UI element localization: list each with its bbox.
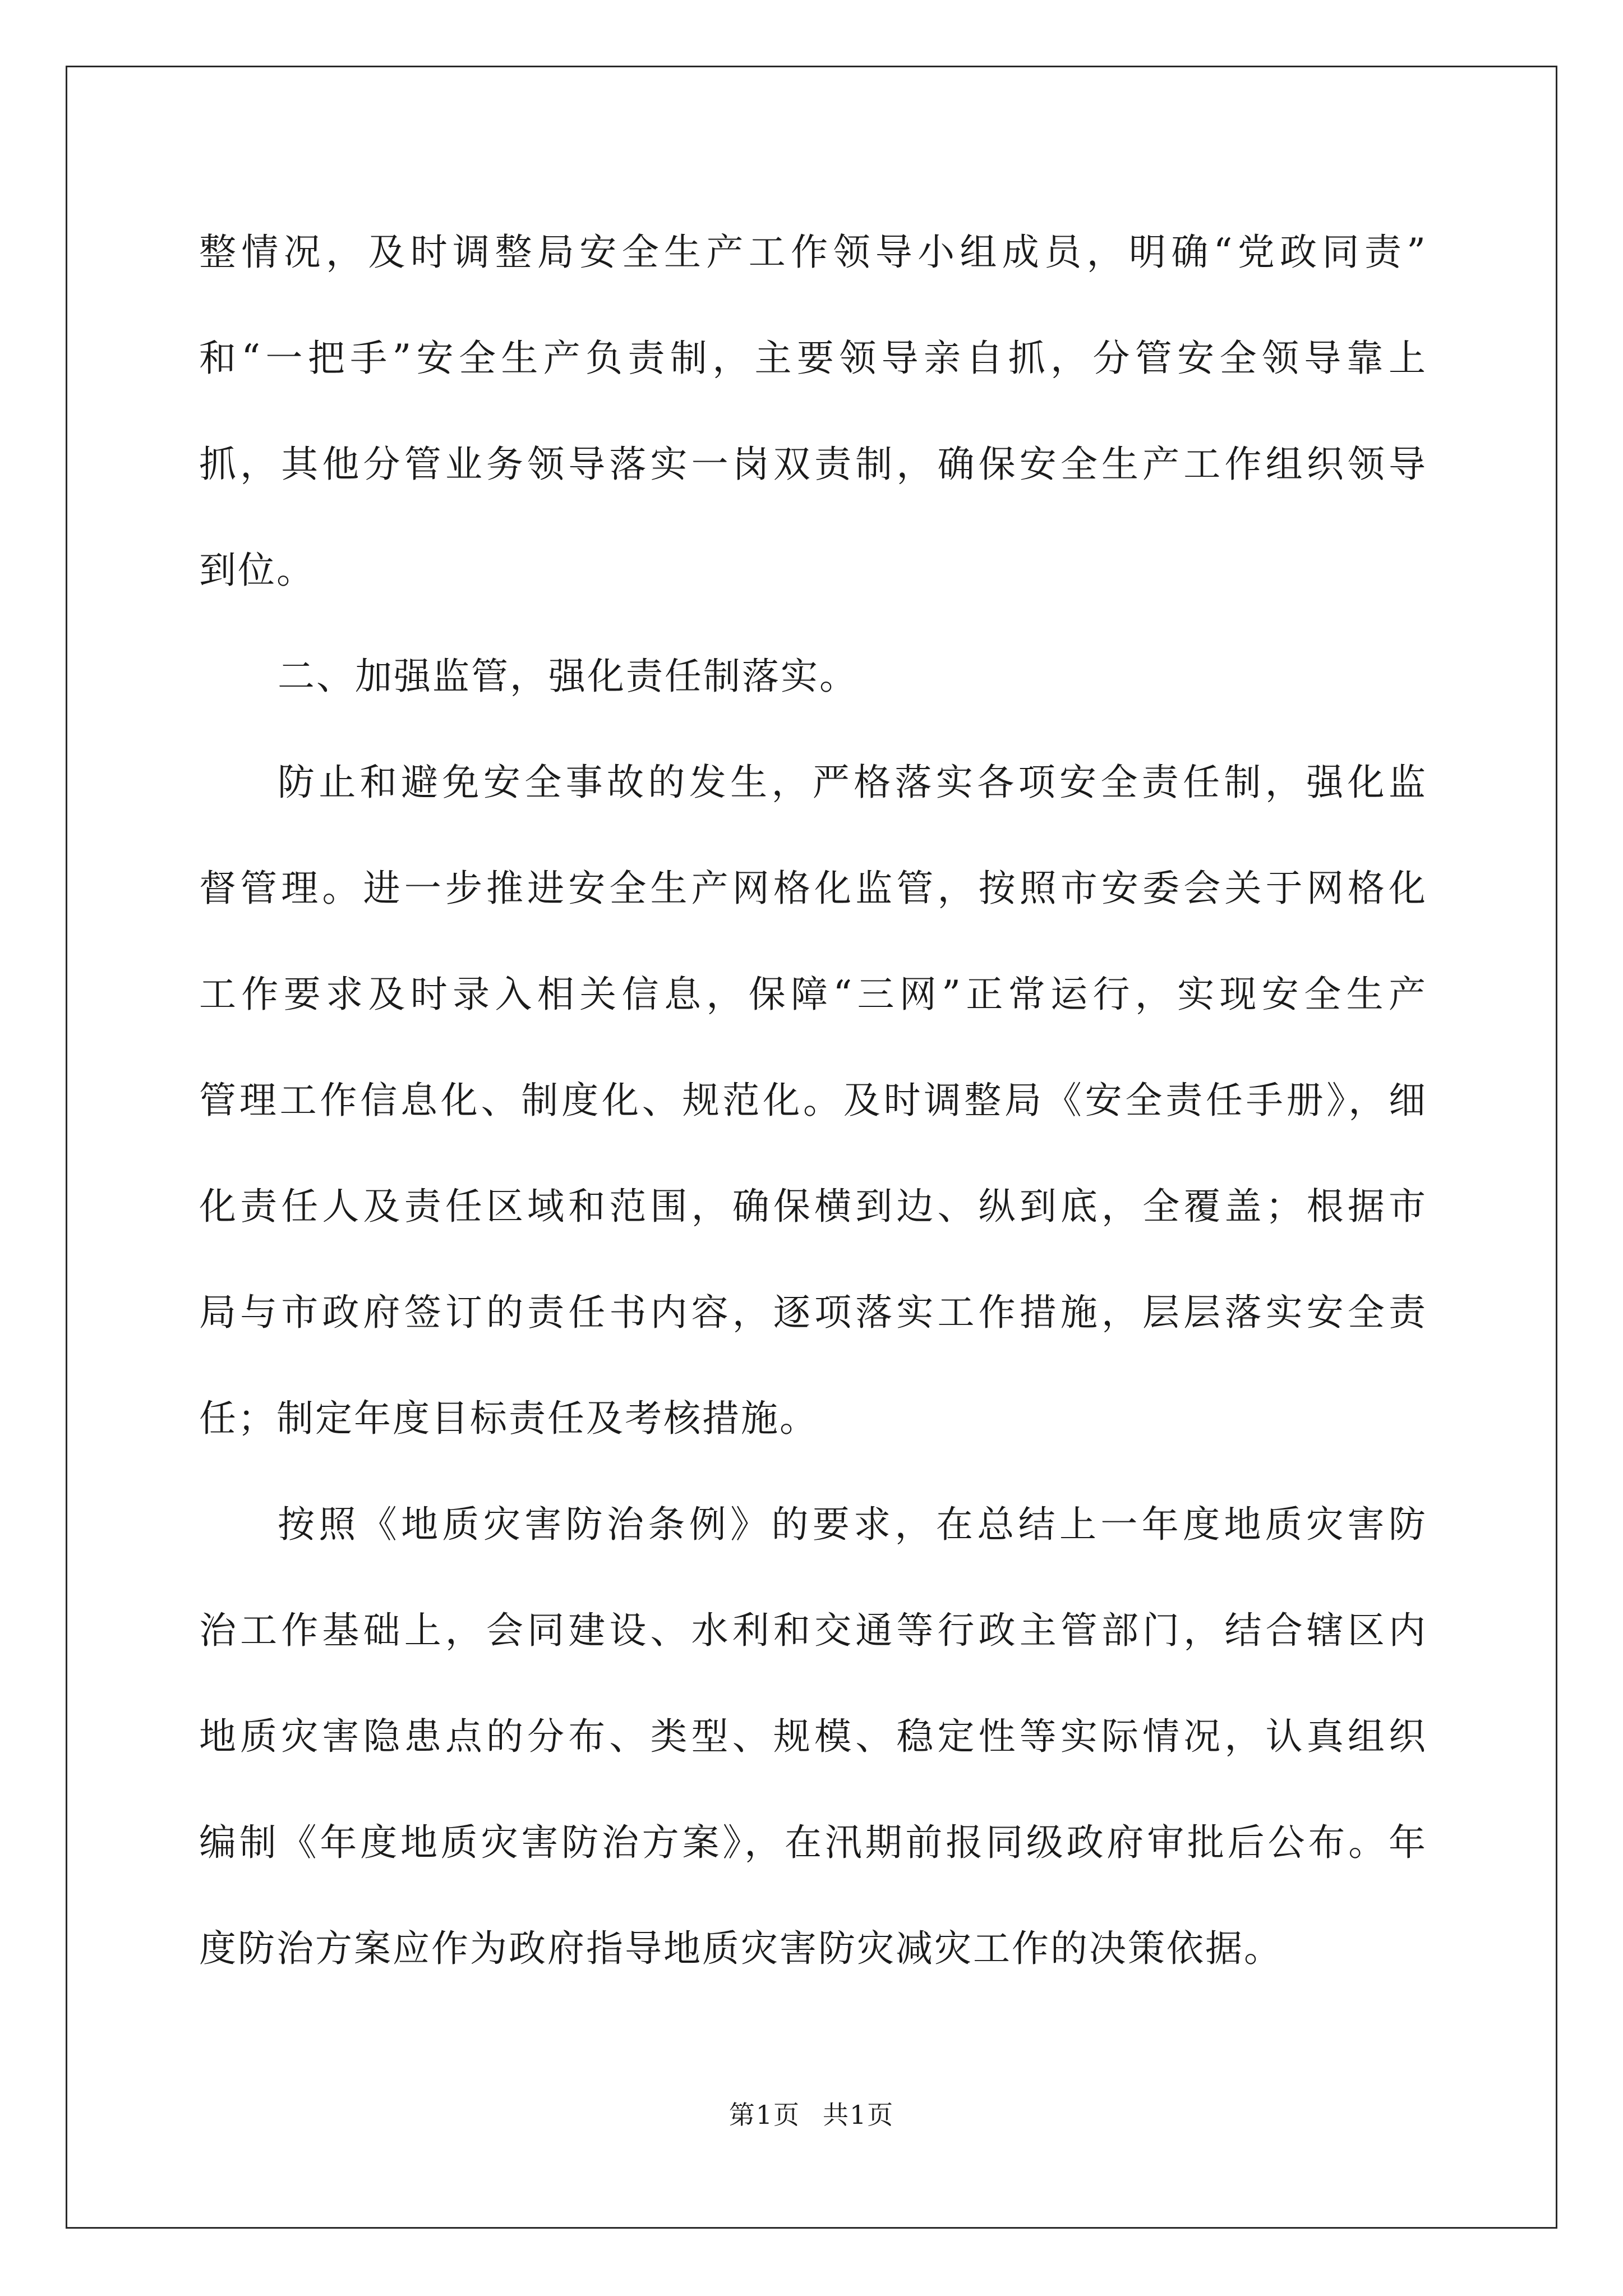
text-line: 管理工作信息化、制度化、规范化。及时调整局《安全责任手册》，细 bbox=[199, 1079, 1427, 1122]
text-line: 和“一把手”安全生产负责制，主要领导亲自抓，分管安全领导靠上 bbox=[199, 337, 1427, 380]
text-line: 编制《年度地质灾害防治方案》，在汛期前报同级政府审批后公布。年 bbox=[199, 1821, 1427, 1864]
text-line: 按照《地质灾害防治条例》的要求，在总结上一年度地质灾害防 bbox=[278, 1503, 1427, 1546]
text-line: 二、加强监管，强化责任制落实。 bbox=[278, 655, 858, 698]
text-line: 局与市政府签订的责任书内容，逐项落实工作措施，层层落实安全责 bbox=[199, 1291, 1427, 1334]
paragraph-4 bbox=[199, 1471, 1427, 2001]
text-line: 地质灾害隐患点的分布、类型、规模、稳定性等实际情况，认真组织 bbox=[199, 1715, 1427, 1758]
paragraph-1 bbox=[199, 199, 1427, 623]
paragraph-3 bbox=[199, 729, 1427, 1471]
text-line: 到位。 bbox=[199, 549, 315, 592]
text-line: 任；制定年度目标责任及考核措施。 bbox=[199, 1397, 818, 1440]
document-body bbox=[199, 199, 1427, 2001]
page-footer bbox=[0, 2098, 1623, 2132]
text-line: 化责任人及责任区域和范围，确保横到边、纵到底，全覆盖；根据市 bbox=[199, 1185, 1427, 1228]
text-line: 督管理。进一步推进安全生产网格化监管，按照市安委会关于网格化 bbox=[199, 867, 1427, 910]
text-line: 度防治方案应作为政府指导地质灾害防灾减灾工作的决策依据。 bbox=[199, 1927, 1283, 1970]
page-number: 第1页 bbox=[728, 2100, 800, 2130]
text-line: 整情况，及时调整局安全生产工作领导小组成员，明确“党政同责” bbox=[199, 231, 1427, 274]
text-line: 抓，其他分管业务领导落实一岗双责制，确保安全生产工作组织领导 bbox=[199, 443, 1427, 486]
page-total: 共1页 bbox=[823, 2100, 895, 2130]
section-heading bbox=[199, 623, 1427, 729]
text-line: 治工作基础上，会同建设、水利和交通等行政主管部门，结合辖区内 bbox=[199, 1609, 1427, 1652]
text-line: 工作要求及时录入相关信息，保障“三网”正常运行，实现安全生产 bbox=[199, 973, 1427, 1016]
text-line: 防止和避免安全事故的发生，严格落实各项安全责任制，强化监 bbox=[278, 761, 1427, 804]
